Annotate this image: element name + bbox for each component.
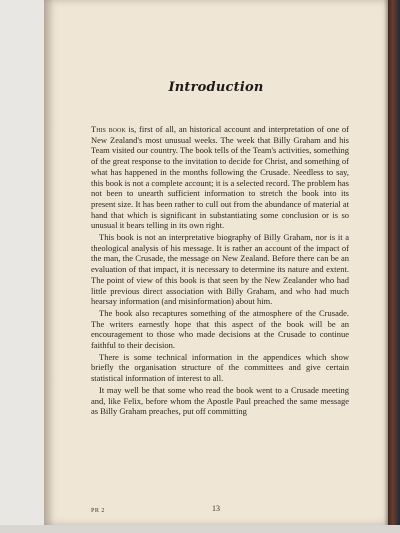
page-number: 13 [212,504,220,513]
book-cover-edge [388,0,400,533]
page-edge-shadow [384,0,388,525]
opening-smallcaps: This book [91,124,126,134]
chapter-title: Introduction [168,80,264,95]
paragraph-4: There is some technical information in the appendices which show briefly the organisation structure of the committees and give certain statistical information of interest to all. [91,351,349,384]
paragraph-3: The book also recaptures something of the atmosphere of the Crusade. The writers earnestly hope that this aspect of the book will be an encouragement to those who made decisions at the Crusade to continue faithful to their decision. [91,307,349,351]
paragraph-1 [91,124,349,231]
table-surface [0,525,400,533]
page-gutter-shadow [44,0,54,525]
paragraph-2: This book is not an interpretative biography of Billy Graham, nor is it a theological analysis of his message. It is rather an account of the impact of the man, the Crusade, the message on New Zealand. Before there can be an evaluation of that impact, it is necessary to determine its nature and extent. The point of view of this book is that seen by the New Zealander who had little previous direct association with Billy Graham, and who had much hearsay information (and misinformation) about him. [91,232,349,307]
signature-mark: PR 2 [91,508,105,514]
paragraph-1-text: is, first of all, an historical account and interpretation of one of New Zealand's most unusual weeks. The week that Billy Graham and his Team visited our country. The book tells of the Team's activities, something of the great response to the invitation to decide for Christ, and something of what has happened in the months following the Crusade. Needless to say, this book is not a complete account; it is a selected record. The problem has not been to unearth sufficient information to stretch the book into its present size. It has been rather to cull out from the abundance of material at hand that which is significant in substantiating some conclusion or is so unusual it bears telling in its own right. [91,124,349,231]
paragraph-5: It may well be that some who read the book went to a Crusade meeting and, like Felix, before whom the Apostle Paul preached the same message as Billy Graham preaches, put off committing [91,384,349,417]
book-page [44,0,388,525]
page-body [91,124,349,418]
